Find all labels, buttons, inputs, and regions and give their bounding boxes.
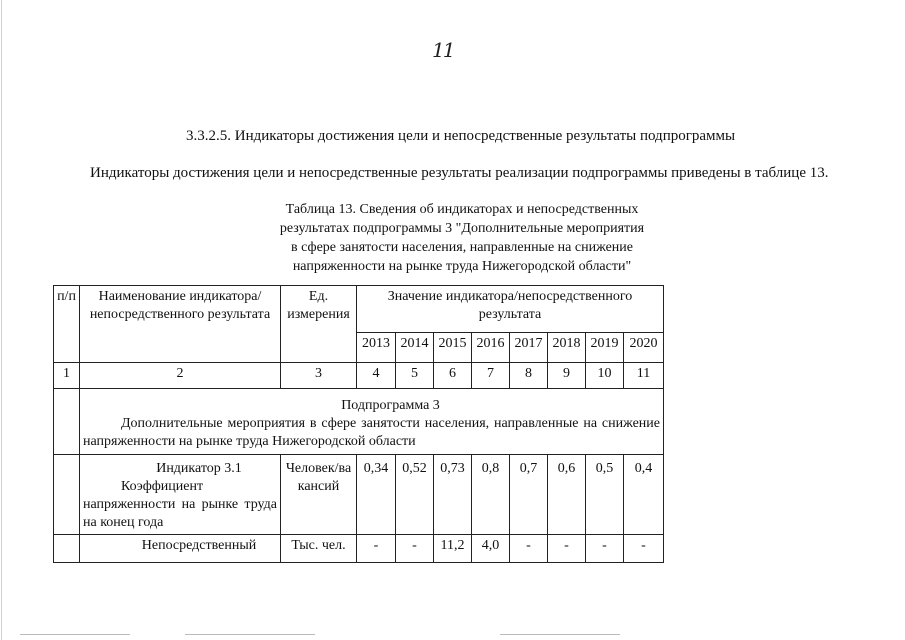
scan-artifact-line (185, 634, 315, 635)
row-value: 11,2 (434, 535, 472, 563)
subprogram-row (54, 389, 664, 455)
index-cell: 11 (624, 363, 664, 389)
row-value: 0,5 (586, 455, 624, 535)
header-value-group: Значение индикатора/непосредственного результата (357, 286, 664, 333)
page-number: 11 (432, 38, 454, 62)
index-cell: 1 (54, 363, 80, 389)
table-row (54, 455, 664, 535)
row-value: 0,6 (548, 455, 586, 535)
header-year: 2016 (472, 333, 510, 363)
row-value: - (510, 535, 548, 563)
scan-artifact-line (500, 634, 620, 635)
row-value: - (357, 535, 396, 563)
index-row (54, 363, 664, 389)
header-year: 2015 (434, 333, 472, 363)
row-value: - (548, 535, 586, 563)
index-cell: 3 (281, 363, 357, 389)
subprogram-title: Подпрограмма 3 (341, 398, 440, 413)
table-row (54, 535, 664, 563)
header-year: 2013 (357, 333, 396, 363)
caption-line: напряженности на рынке труда Нижегородской области" (292, 259, 632, 274)
row-unit: Тыс. чел. (281, 535, 357, 563)
indicator-description: Коэффициент напряженности на рынке труда на конец года (83, 479, 277, 530)
row-num (54, 535, 80, 563)
caption-line: результатах подпрограммы 3 "Дополнительные мероприятия (279, 221, 645, 236)
row-value: 0,52 (396, 455, 434, 535)
indicator-title: Индикатор 3.1 (156, 461, 242, 476)
index-cell: 9 (548, 363, 586, 389)
page-edge (1, 0, 2, 640)
row-value: - (624, 535, 664, 563)
row-unit: Человек/вакансий (281, 455, 357, 535)
section-heading: 3.3.2.5. Индикаторы достижения цели и непосредственные результаты подпрограммы (186, 128, 736, 144)
header-name: Наименование индикатора/непосредственного результата (80, 286, 281, 363)
index-cell: 5 (396, 363, 434, 389)
row-num (54, 455, 80, 535)
header-year: 2019 (586, 333, 624, 363)
header-unit: Ед. измерения (281, 286, 357, 363)
table-caption (232, 200, 692, 276)
row-value: 0,34 (357, 455, 396, 535)
row-value: 4,0 (472, 535, 510, 563)
header-row (54, 286, 664, 333)
row-value: 0,73 (434, 455, 472, 535)
header-year: 2018 (548, 333, 586, 363)
index-cell: 2 (80, 363, 281, 389)
index-cell: 4 (357, 363, 396, 389)
header-year: 2017 (510, 333, 548, 363)
direct-result-title: Непосредственный (141, 538, 257, 553)
subprogram-description: Дополнительные мероприятия в сфере занятости населения, направленные на снижение напряженности на рынке труда Нижегородской области (83, 416, 660, 449)
direct-result-cell (80, 535, 281, 563)
scan-artifact-line (20, 634, 130, 635)
row-value: 0,8 (472, 455, 510, 535)
index-cell: 8 (510, 363, 548, 389)
header-year: 2014 (396, 333, 434, 363)
header-num: п/п (54, 286, 80, 363)
indicator-name-cell (80, 455, 281, 535)
subprogram-cell (80, 389, 664, 455)
indicators-table (53, 285, 664, 563)
subprogram-num (54, 389, 80, 455)
row-value: - (586, 535, 624, 563)
row-value: - (396, 535, 434, 563)
index-cell: 10 (586, 363, 624, 389)
row-value: 0,7 (510, 455, 548, 535)
index-cell: 6 (434, 363, 472, 389)
row-value: 0,4 (624, 455, 664, 535)
caption-line: Таблица 13. Сведения об индикаторах и непосредственных (285, 202, 639, 217)
intro-paragraph: Индикаторы достижения цели и непосредственные результаты реализации подпрограммы приведены в таблице 13. (90, 165, 829, 181)
header-year: 2020 (624, 333, 664, 363)
caption-line: в сфере занятости населения, направленные на снижение (291, 240, 633, 255)
index-cell: 7 (472, 363, 510, 389)
